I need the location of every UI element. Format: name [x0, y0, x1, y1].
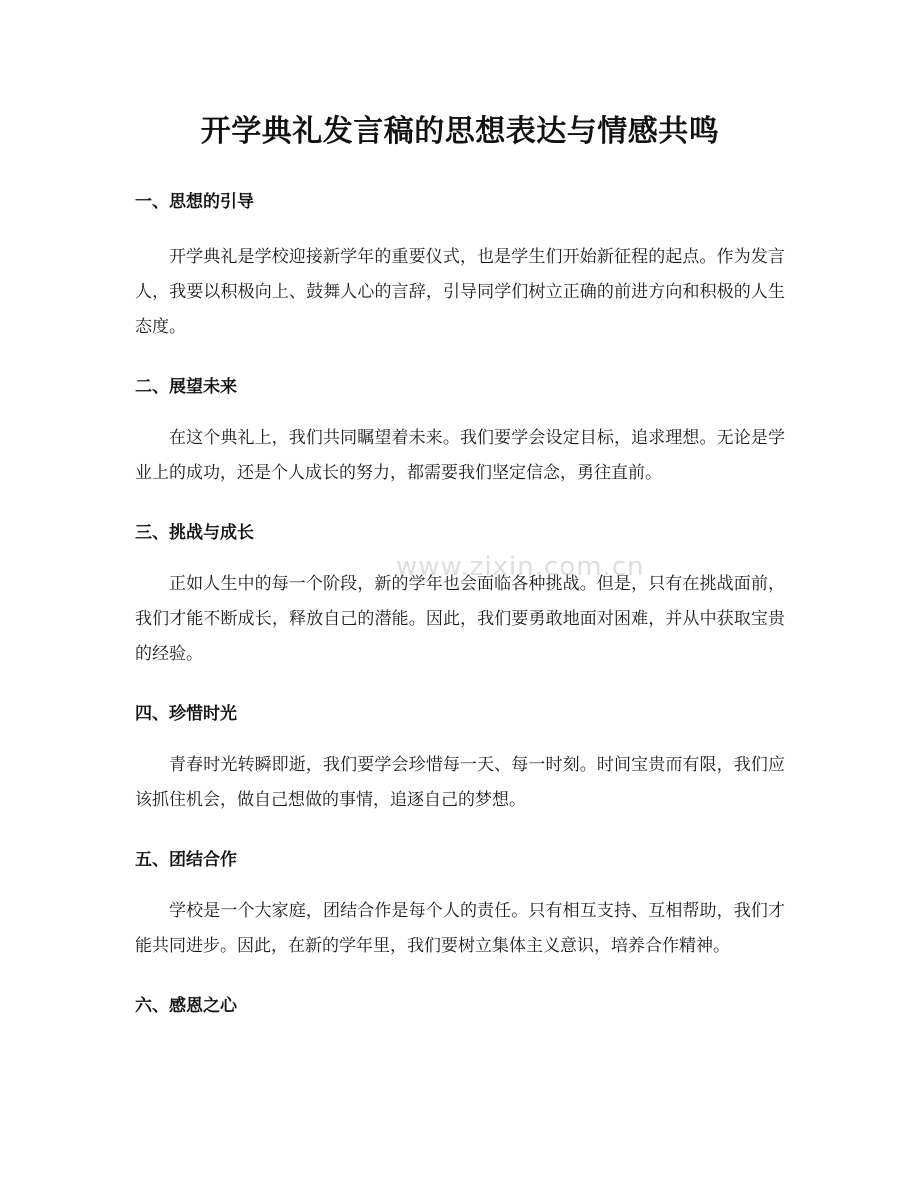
section-heading-1: 一、思想的引导 [135, 192, 254, 212]
section-body-5: 学校是一个大家庭，团结合作是每个人的责任。只有相互支持、互相帮助，我们才能共同进步。因此，在新的学年里，我们要树立集体主义意识，培养合作精神。 [135, 901, 785, 956]
section-heading-6: 六、感恩之心 [135, 996, 237, 1016]
section-heading-4: 四、珍惜时光 [135, 704, 237, 724]
section-heading-3: 三、挑战与成长 [135, 523, 254, 543]
section-body-2: 在这个典礼上，我们共同瞩望着未来。我们要学会设定目标，追求理想。无论是学业上的成功，还是个人成长的努力，都需要我们坚定信念，勇往直前。 [135, 428, 785, 483]
section-heading-2: 二、展望未来 [135, 377, 237, 397]
section-body-4: 青春时光转瞬即逝，我们要学会珍惜每一天、每一时刻。时间宝贵而有限，我们应该抓住机会，做自己想做的事情，追逐自己的梦想。 [135, 755, 785, 810]
document-title: 开学典礼发言稿的思想表达与情感共鸣 [200, 114, 720, 149]
watermark-text: www.zixin.com.cn [396, 552, 645, 582]
section-heading-5: 五、团结合作 [135, 850, 237, 870]
section-body-1: 开学典礼是学校迎接新学年的重要仪式，也是学生们开始新征程的起点。作为发言人，我要以积极向上、鼓舞人心的言辞，引导同学们树立正确的前进方向和积极的人生态度。 [135, 247, 785, 337]
section-body-3: 正如人生中的每一个阶段，新的学年也会面临各种挑战。但是，只有在挑战面前，我们才能不断成长，释放自己的潜能。因此，我们要勇敢地面对困难，并从中获取宝贵的经验。 [135, 574, 785, 664]
